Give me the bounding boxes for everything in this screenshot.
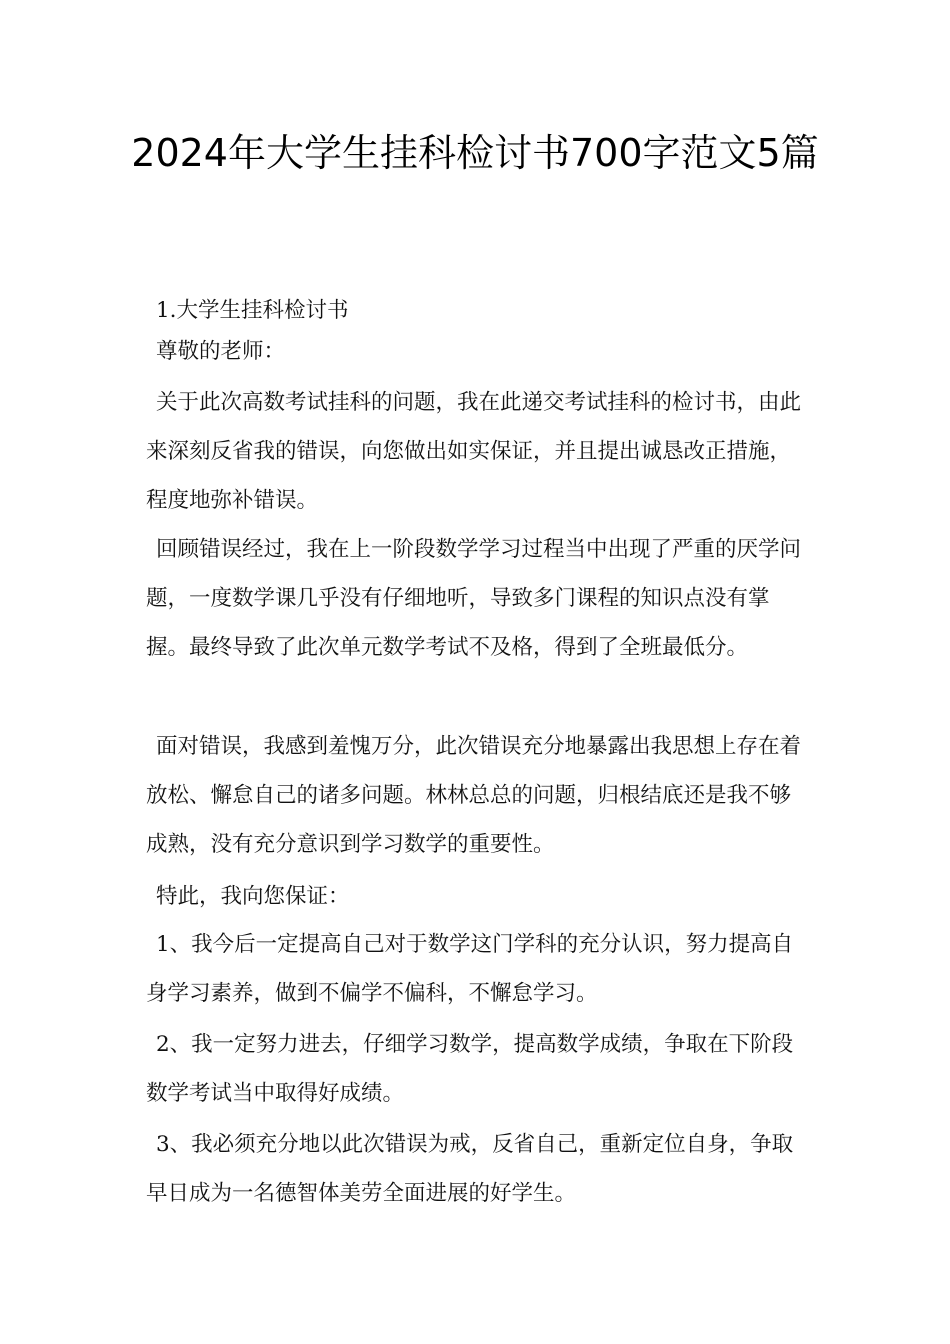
paragraph-1: 关于此次高数考试挂科的问题，我在此递交考试挂科的检讨书，由此来深刻反省我的错误，向您做出如实保证，并且提出诚恳改正措施，程度地弥补错误。 (146, 390, 802, 513)
document-title: 2024年大学生挂科检讨书700字范文5篇 (131, 131, 819, 175)
paragraph-2: 回顾错误经过，我在上一阶段数学学习过程当中出现了严重的厌学问题，一度数学课几乎没有仔细地听，导致多门课程的知识点没有掌握。最终导致了此次单元数学考试不及格，得到了全班最低分。 (146, 537, 802, 660)
section-heading: 1.大学生挂科检讨书 (156, 298, 349, 323)
paragraph-3: 面对错误，我感到羞愧万分，此次错误充分地暴露出我思想上存在着放松、懈怠自己的诸多问题。林林总总的问题，归根结底还是我不够成熟，没有充分意识到学习数学的重要性。 (146, 734, 802, 857)
list-item-3: 3、我必须充分地以此次错误为戒，反省自己，重新定位自身，争取早日成为一名德智体美劳全面进展的好学生。 (146, 1132, 794, 1206)
list-item-2: 2、我一定努力进去，仔细学习数学，提高数学成绩，争取在下阶段数学考试当中取得好成绩。 (146, 1032, 794, 1106)
list-item-1: 1、我今后一定提高自己对于数学这门学科的充分认识，努力提高自身学习素养，做到不偏学不偏科，不懈怠学习。 (146, 932, 794, 1006)
salutation: 尊敬的老师： (156, 339, 286, 364)
paragraph-4: 特此，我向您保证： (156, 884, 350, 909)
